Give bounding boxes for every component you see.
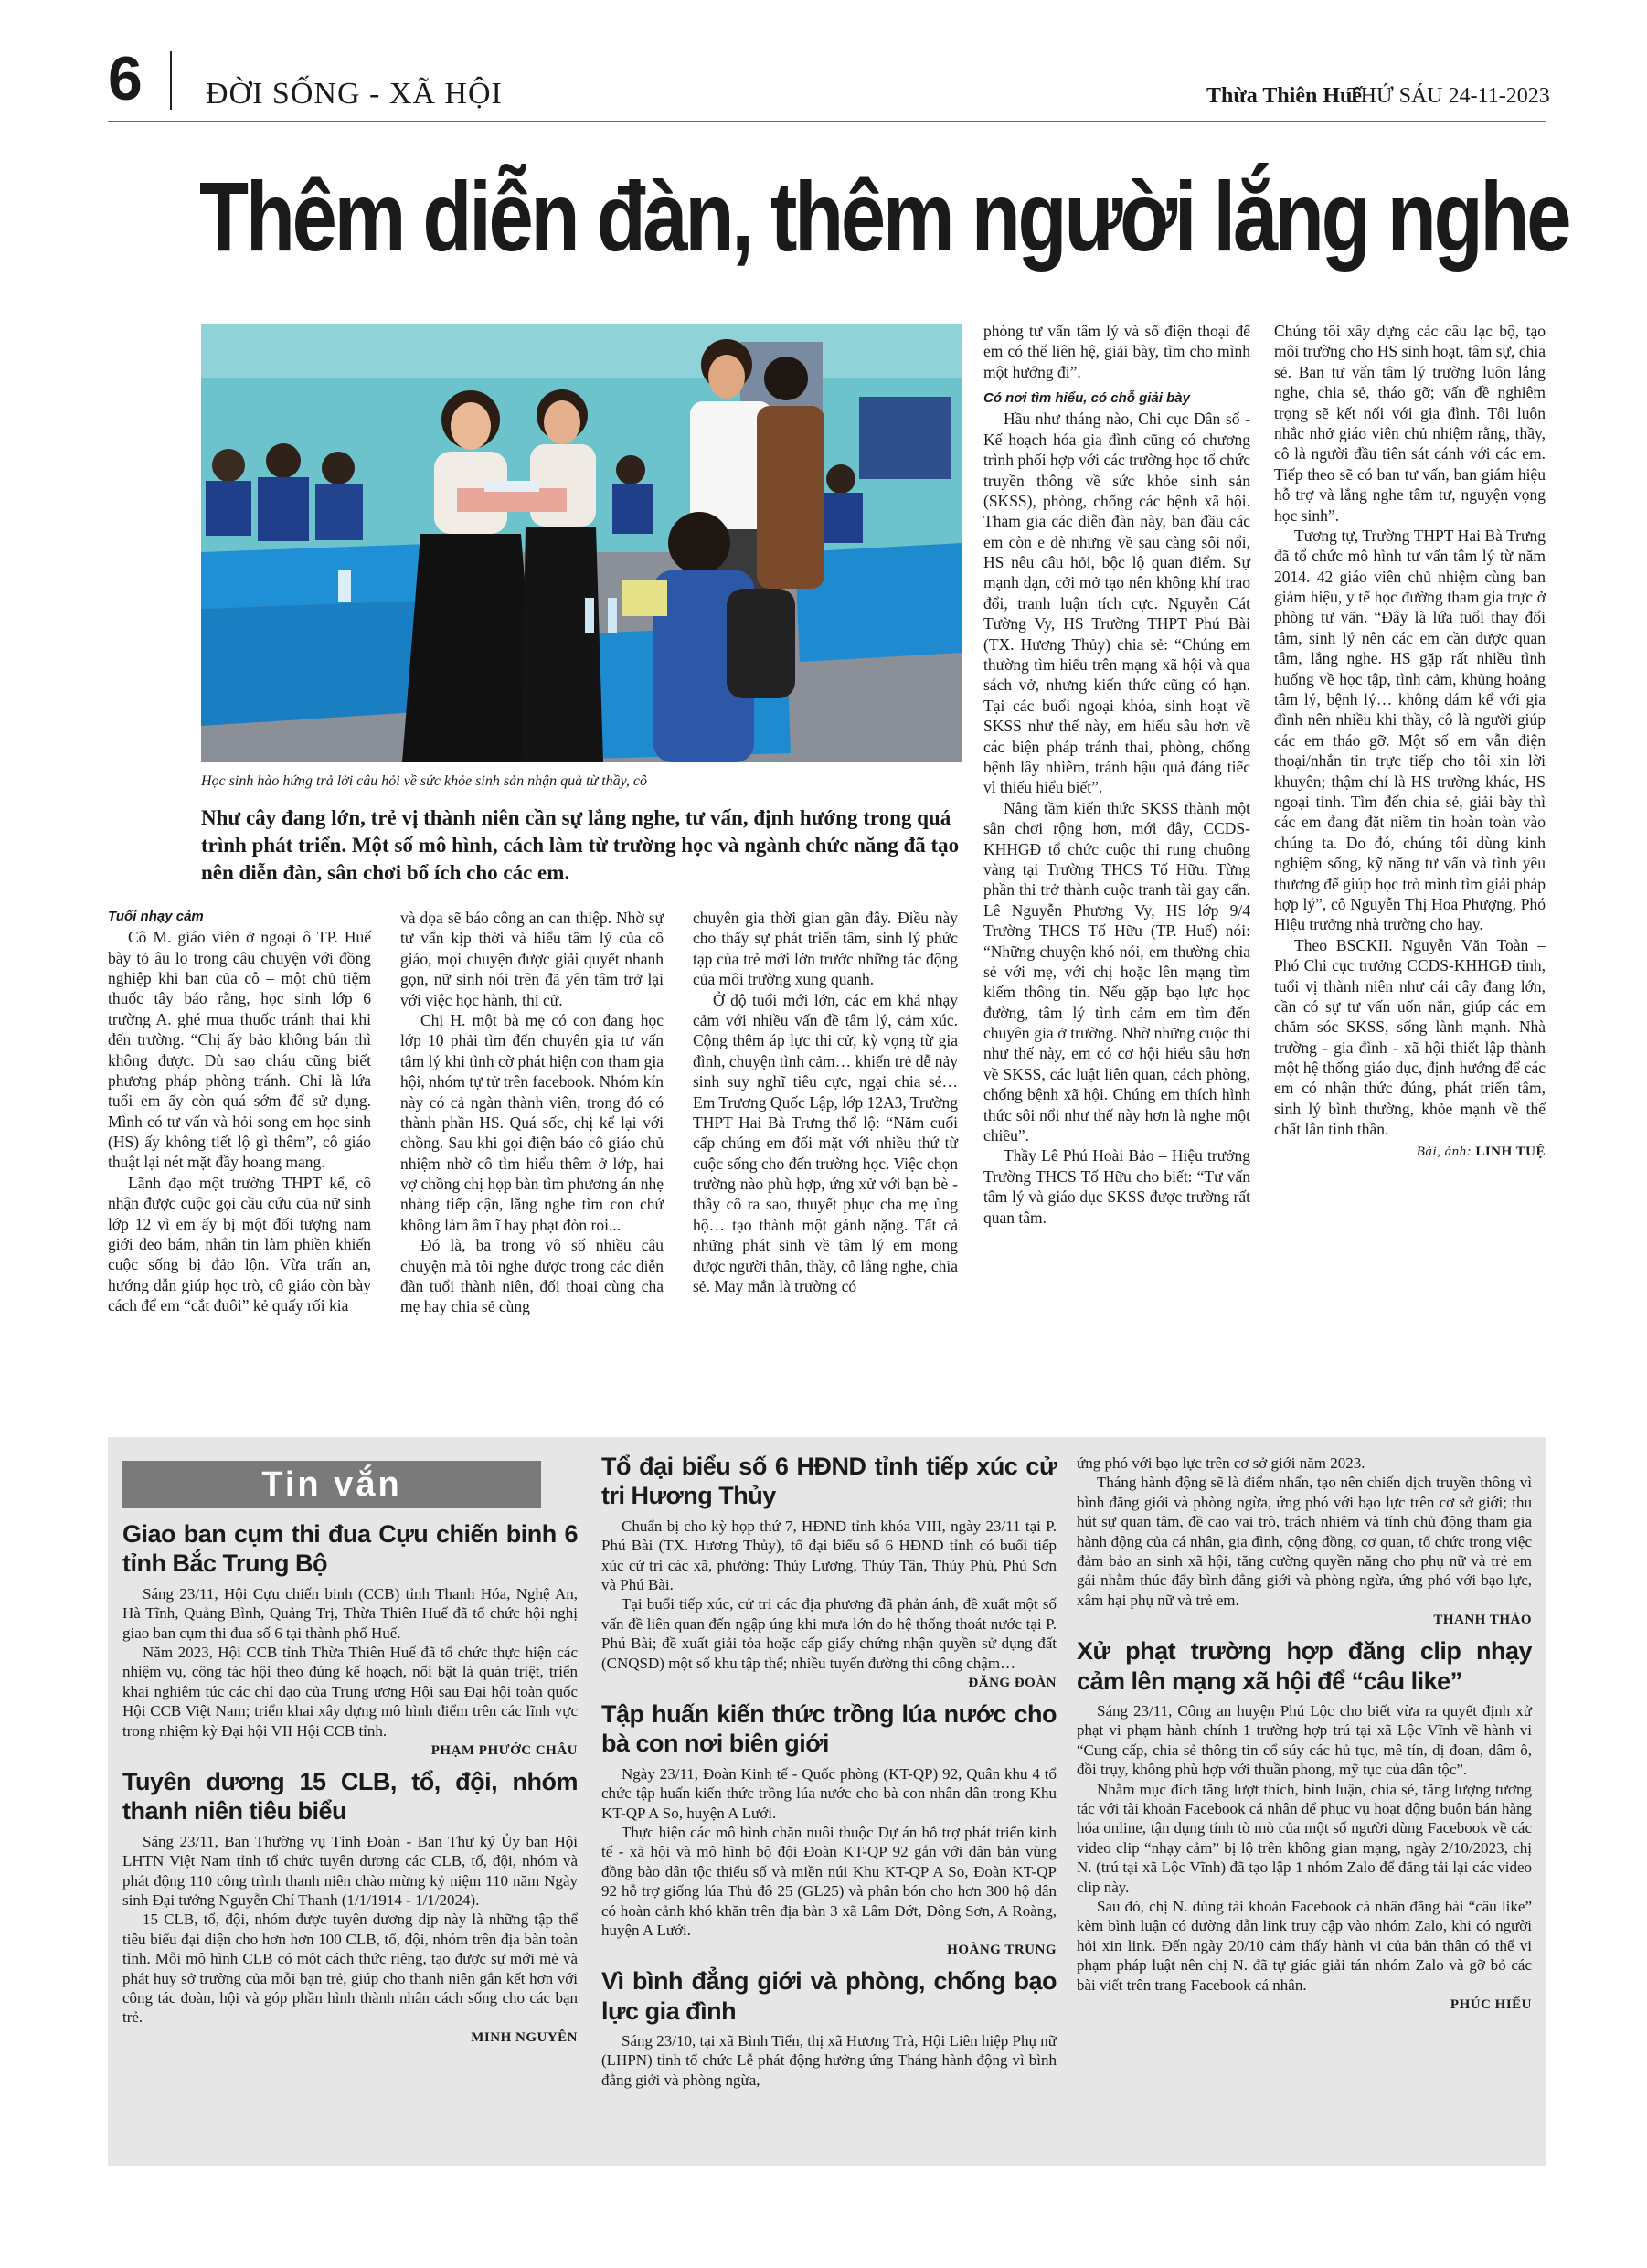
brief-byline: PHẠM PHƯỚC CHÂU: [430, 1743, 578, 1759]
brief-title: Tập huấn kiến thức trồng lúa nước cho bà con nơi biên giới: [601, 1699, 1057, 1758]
briefs-column-1: [122, 1519, 578, 2054]
paragraph: Đó là, ba trong vô số nhiều câu chuyện mà tôi nghe được trong các diễn đàn tuổi thành niên, đối thoại cùng cha mẹ hay chia sẻ cùng: [400, 1236, 664, 1316]
news-briefs-header: [122, 1461, 541, 1508]
paragraph: Tại buổi tiếp xúc, cử tri các địa phương đã phản ánh, đề xuất một số vấn đề liên quan đến ngập úng khi mưa lớn do hệ thống thoát nước tại P. Phú Bài; đề xuất giải tỏa hoặc cấp giấy chứng nhận quyền sử dụng đất (CNQSD) một số khu tập thể; nhiều tuyến đường thi công chậm…: [601, 1595, 1057, 1672]
article-column-5: [1274, 321, 1546, 1161]
brief-byline: HOÀNG TRUNG: [947, 1943, 1057, 1958]
paragraph: Cô M. giáo viên ở ngoại ô TP. Huế bày tỏ âu lo trong câu chuyện với đồng nghiệp khi bạn của cô – một chủ tiệm thuốc tây báo rằng, học sinh lớp 6 trường A. ghé mua thuốc tránh thai khi đến trường. “Chị ấy bảo không bán thì không được. Dù sao cháu cũng biết phương pháp phòng tránh. Chỉ là lứa tuổi em ấy còn quá sớm để sử dụng. Mình có tư vấn và hỏi song em học sinh (HS) ấy không tiết lộ gì thêm”, cô giáo thuật lại nét mặt đầy hoang mang.: [108, 928, 371, 1172]
article-lead: Như cây đang lớn, trẻ vị thành niên cần sự lắng nghe, tư vấn, định hướng trong quá trình phát triển. Một số mô hình, cách làm từ trường học và ngành chức năng đã tạo nên diễn đàn, sân chơi bổ ích cho các em.: [201, 806, 960, 884]
brief-byline: PHÚC HIẾU: [1450, 1997, 1532, 2013]
subheading: Tuổi nhạy cảm: [108, 909, 204, 924]
paragraph: Nâng tầm kiến thức SKSS thành một sân chơi rộng hơn, mới đây, CCDS-KHHGĐ tổ chức cuộc thi rung chuông vàng tại Trường THCS Tố Hữu. Từng phần thi trở thành cuộc tranh tài gay cấn. Lê Nguyễn Phương Vy, HS lớp 9/4 Trường THCS Tố Hữu (TP. Huế) nói: “Những chuyện khó nói, em thường chia sẻ với mẹ, với chị hoặc lên mạng tìm kiếm thông tin. Nếu gặp bạo lực học đường, tâm lý tình cảm em tìm đến chuyên gia ở trường. Nhờ những cuộc thi như thế này, em có cơ hội hiểu sâu hơn về SKSS, các luật liên quan, cách phòng, chống bệnh xã hội. Chúng em thích hình thức sôi nổi như thế này hơn là nghe một chiều”.: [983, 798, 1250, 1145]
header-vertical-divider: [170, 51, 172, 110]
brief-title: Tổ đại biểu số 6 HĐND tỉnh tiếp xúc cử tri Hương Thủy: [601, 1453, 1057, 1510]
paragraph: Chuẩn bị cho kỳ họp thứ 7, HĐND tỉnh khóa VIII, ngày 23/11 tại P. Phú Bài (TX. Hương Thủy), tổ đại biểu số 6 HĐND tỉnh có buổi tiếp xúc cử tri các xã, phường: Thủy Lương, Thủy Tân, Thủy Phù, Phú Sơn và Phú Bài.: [601, 1517, 1057, 1593]
section-name: ĐỜI SỐNG - XÃ HỘI: [206, 77, 503, 111]
paragraph: Ở độ tuổi mới lớn, các em khá nhạy cảm với nhiều vấn đề tâm lý, cảm xúc. Cộng thêm áp lực thi cử, kỳ vọng từ gia đình, chuyện tình cảm… khiến trẻ dễ nảy sinh suy nghĩ tiêu cực, ngại chia sẻ… Em Trương Quốc Lập, lớp 12A3, Trường THPT Hai Bà Trưng thổ lộ: “Năm cuối cấp chúng em đối mặt với nhiều thứ từ cuộc sống cho đến trường học. Việc chọn trường nào phù hợp, ứng xử với bạn bè - thầy cô ra sao, thuyết phục cha mẹ ủng hộ… tạo thành một gánh nặng. Tất cả những phát sinh về tâm lý em mong được người thân, thầy, cô lắng nghe, chia sẻ. May mắn là trường có: [693, 990, 958, 1296]
paragraph: Sáng 23/11, Ban Thường vụ Tỉnh Đoàn - Ban Thư ký Ủy ban Hội LHTN Việt Nam tỉnh tổ chức tuyên dương các CLB, tổ, đội, nhóm và phát động 110 công trình thanh niên chào mừng kỷ niệm 110 năm Ngày sinh Đại tướng Nguyễn Chí Thanh (1/1/1914 - 1/1/2024).: [122, 1832, 578, 1909]
byline-label: Bài, ảnh:: [1416, 1144, 1472, 1159]
article-headline: Thêm diễn đàn, thêm người lắng nghe: [199, 161, 1569, 272]
paragraph: chuyên gia thời gian gần đây. Điều này cho thấy sự phát triển tâm, sinh lý phức tạp của trẻ mới lớn trước những tác động của môi trường xung quanh.: [693, 909, 958, 989]
paragraph: Sáng 23/11, Công an huyện Phú Lộc cho biết vừa ra quyết định xử phạt vi phạm hành chính 1 trường hợp trú tại xã Lộc Vĩnh về hành vi “Cung cấp, chia sẻ thông tin cổ súy các hủ tục, mê tín, dị đoan, dâm ô, đồi trụy, không phù hợp với thuần phong, mỹ tục của dân tộc”.: [1077, 1701, 1532, 1779]
paragraph: Tương tự, Trường THPT Hai Bà Trưng đã tổ chức mô hình tư vấn tâm lý từ năm 2014. 42 giáo viên chủ nhiệm cùng ban giám hiệu, y tế học đường tham gia trực ở phòng tư vấn. “Đây là lứa tuổi thay đổi tâm, sinh lý nên các em cần được quan tâm, lắng nghe. HS gặp rất nhiều tình huống về học tập, tình cảm, khủng hoảng tâm lý, bệnh lý… không dám kể với gia đình nên nhiều khi thầy, cô là người giúp các em tháo gỡ. Một số em vẫn điện thoại/nhắn tin trực tiếp cho tôi xin lời khuyên; thậm chí là HS trường khác, HS ngoại tỉnh. Tìm đến chia sẻ, giải bày thì các em đang đặt niềm tin hoàn toàn vào chúng ta. Do đó, chúng tôi dùng kinh nghiệm sống, kỹ năng tư vấn và tình yêu thương để giúp học trò mình tìm giải pháp hợp lý”, cô Nguyễn Thị Hoa Phượng, Phó Hiệu trưởng nhà trường cho hay.: [1274, 526, 1546, 934]
brief-byline: ĐĂNG ĐOÀN: [968, 1676, 1057, 1691]
header-divider: [108, 121, 1546, 122]
photo-caption: Học sinh hào hứng trả lời câu hỏi về sức khỏe sinh sản nhận quà từ thầy, cô: [201, 773, 647, 789]
paragraph: Hầu như tháng nào, Chi cục Dân số - Kế hoạch hóa gia đình cũng có chương trình phối hợp với các trường học tổ chức truyền thông về sức khỏe sinh sản (SKSS), phòng, chống các bệnh xã hội. Tham gia các diễn đàn này, ban đầu các em còn e dè nhưng về sau càng sôi nổi, HS nêu câu hỏi, bộc lộ quan điểm. Sự mạnh dạn, cởi mở tạo nên không khí trao đổi, tranh luận tích cực. Nguyễn Cát Tường Vy, HS Trường THPT Phú Bài (TX. Hương Thủy) chia sẻ: “Chúng em thường tìm hiểu trên mạng xã hội và qua sách vở, nhưng kiến thức cũng có hạn. Tại các buổi ngoại khóa, sinh hoạt về SKSS như thế này, em hiểu sâu hơn về các biện pháp tránh thai, phòng, chống bệnh lây nhiễm, tránh hậu quả đáng tiếc vì thiếu hiểu biết”.: [983, 410, 1250, 797]
paragraph: phòng tư vấn tâm lý và số điện thoại để em có thể liên hệ, giải bày, tìm cho mình một hướng đi”.: [983, 322, 1250, 381]
paragraph: Chị H. một bà mẹ có con đang học lớp 10 phải tìm đến chuyên gia tư vấn tâm lý khi tình cờ phát hiện con tham gia hội, nhóm tự tử trên facebook. Nhóm kín này có cả ngàn thành viên, trong đó có thành phần HS. Quá sốc, chị kể lại với chồng. Sau khi gọi điện báo cô giáo chủ nhiệm nhờ cô tìm hiểu thêm ở lớp, hai vợ chồng chị họp bàn tìm phương án nhẹ nhàng tiếp cận, lắng nghe tìm con chứ không làm ầm ĩ hay phạt đòn roi...: [400, 1010, 664, 1234]
paragraph: Chúng tôi xây dựng các câu lạc bộ, tạo môi trường cho HS sinh hoạt, tâm sự, chia sẻ. Ban tư vấn tâm lý trường luôn lắng nghe, chia sẻ, tháo gỡ; vấn đề nghiêm trọng sẽ kết nối với gia đình. Tôi luôn nhắc nhở giáo viên chủ nhiệm rằng, thầy, cô là người đầu tiên sát cánh với các em. Tiếp theo sẽ có ban tư vấn, ban giám hiệu hỗ trợ và lắng nghe tâm tư, nguyện vọng học sinh”.: [1274, 322, 1546, 525]
paper-name: Thừa Thiên Huế: [1206, 84, 1363, 108]
paragraph: Sáng 23/10, tại xã Bình Tiến, thị xã Hương Trà, Hội Liên hiệp Phụ nữ (LHPN) tỉnh tổ chức Lễ phát động hưởng ứng Tháng hành động vì bình đẳng giới và phòng ngừa,: [601, 2032, 1057, 2089]
brief-byline: THANH THẢO: [1433, 1613, 1532, 1628]
paragraph: Năm 2023, Hội CCB tỉnh Thừa Thiên Huế đã tổ chức thực hiện các nhiệm vụ, công tác hội theo đúng kế hoạch, nổi bật là quán triệt, triển khai nghiêm túc các chỉ đạo của Trung ương Hội sau Đại hội toàn quốc Hội CCB Việt Nam; triển khai xây dựng mô hình điểm trên các lĩnh vực trong nhiệm kỳ Đại hội VII Hội CCB tỉnh.: [122, 1644, 578, 1740]
article-column-4: [983, 321, 1250, 1228]
paragraph: Sau đó, chị N. dùng tài khoản Facebook cá nhân đăng bài “câu like” kèm bình luận có đường dẫn link truy cập vào nhóm Zalo, khi có người hỏi xin link. Đến ngày 20/10 cảm thấy hành vi của bản thân có thể vi phạm pháp luật nên chị N. đã tự giác giải tán nhóm Zalo và gỡ bỏ các bài viết trên trang Facebook cá nhân.: [1077, 1897, 1532, 1994]
paragraph: 15 CLB, tổ, đội, nhóm được tuyên dương dịp này là những tập thể tiêu biểu đại diện cho hơn hơn 100 CLB, tổ, đội, nhóm trên địa bàn toàn tỉnh. Mỗi mô hình CLB có một cách thức riêng, tạo được sự mới mẻ và phát huy sở trường của mỗi bạn trẻ, giúp cho thanh niên gắn kết hơn với công tác đoàn, hội và góp phần hình thành nhân cách sống cho các bạn trẻ.: [122, 1911, 578, 2027]
paragraph: ứng phó với bạo lực trên cơ sở giới năm 2023.: [1077, 1454, 1365, 1472]
briefs-column-3: [1077, 1453, 1532, 2021]
brief-title: Xử phạt trường hợp đăng clip nhạy cảm lên mạng xã hội để “câu like”: [1077, 1637, 1532, 1695]
article-column-1: [108, 908, 371, 1316]
brief-title: Tuyên dương 15 CLB, tổ, đội, nhóm thanh niên tiêu biểu: [122, 1767, 578, 1826]
photo-scene: [201, 324, 962, 762]
paragraph: Thầy Lê Phú Hoài Bảo – Hiệu trưởng Trường THCS Tố Hữu cho biết: “Tư vấn tâm lý và giáo dục SKSS được trường rất quan tâm.: [983, 1146, 1250, 1227]
paragraph: Sáng 23/11, Hội Cựu chiến binh (CCB) tỉnh Thanh Hóa, Nghệ An, Hà Tĩnh, Quảng Bình, Quảng Trị, Thừa Thiên Huế đã tổ chức hội nghị giao ban cụm thi đua số 6 tại thành phố Huế.: [122, 1584, 578, 1642]
brief-byline: MINH NGUYÊN: [471, 2029, 578, 2045]
subheading: Có nơi tìm hiểu, có chỗ giải bày: [983, 390, 1190, 407]
paragraph: và dọa sẽ báo công an can thiệp. Nhờ sự tư vấn kịp thời và hiểu tâm lý của cô giáo, mọi chuyện được giải quyết nhanh gọn, nữ sinh nói trên đã yên tâm trở lại với việc học hành, thi cử.: [400, 909, 664, 1009]
issue-date: THỨ SÁU 24-11-2023: [1347, 84, 1550, 108]
article-photo: [201, 324, 962, 762]
paragraph: Ngày 23/11, Đoàn Kinh tế - Quốc phòng (KT-QP) 92, Quân khu 4 tổ chức tập huấn kiến thức trồng lúa nước cho bà con nhân dân trong Khu KT-QP A So, huyện A Lưới.: [601, 1764, 1057, 1822]
article-byline: [1274, 1144, 1546, 1161]
article-column-2: [400, 908, 664, 1317]
article-column-3: [693, 908, 958, 1296]
briefs-column-2: [601, 1452, 1057, 2090]
brief-title: Vì bình đẳng giới và phòng, chống bạo lực gia đình: [601, 1967, 1057, 2025]
byline-author: LINH TUỆ: [1475, 1144, 1546, 1159]
paragraph: Tháng hành động sẽ là điểm nhấn, tạo nên chiến dịch truyền thông vì bình đẳng giới và phòng ngừa, ứng phó với bạo lực trên cơ sở giới; thu hút sự quan tâm, đề cao vai trò, trách nhiệm và tính chủ động tham gia hành động của cá nhân, gia đình, cộng đồng, cơ quan, tổ chức trong việc đảm bảo an sinh xã hội, tăng cường quyền năng cho phụ nữ và trẻ em gái nhằm thúc đẩy bình đẳng giới và phòng ngừa, ứng phó với bạo lực, xâm hại phụ nữ và trẻ em.: [1077, 1474, 1532, 1609]
paragraph: Theo BSCKII. Nguyễn Văn Toàn – Phó Chi cục trưởng CCDS-KHHGĐ tỉnh, tuổi vị thành niên như cái cây đang lớn, cần có sự tư vấn uốn nắn, giúp các em chăm sóc SKSS, sống lành mạnh. Nhà trường - gia đình - xã hội thiết lập thành một hệ thống giáo dục, định hướng để các em có nhận thức đúng, phát triển tâm, sinh lý bình thường, khỏe mạnh về thể chất lẫn tinh thần.: [1274, 935, 1546, 1139]
page-number: 6: [108, 44, 143, 113]
news-briefs-title: Tin vắn: [261, 1465, 402, 1504]
paragraph: Thực hiện các mô hình chăn nuôi thuộc Dự án hỗ trợ phát triển kinh tế - xã hội và mô hình bộ đội Đoàn KT-QP 92 gắn với dân bản vùng đồng bào dân tộc thiểu số và miền núi Khu KT-QP A So, Đoàn KT-QP 92 hỗ trợ giống lúa Thủ đô 25 (GL25) và phân bón cho hơn 300 hộ dân có hoàn cảnh khó khăn trên địa bàn 3 xã Lâm Đớt, Đông Sơn, A Roàng, huyện A Lưới.: [601, 1823, 1057, 1939]
brief-title: Giao ban cụm thi đua Cựu chiến binh 6 tỉnh Bắc Trung Bộ: [122, 1520, 578, 1578]
paragraph: Lãnh đạo một trường THPT kể, cô nhận được cuộc gọi cầu cứu của nữ sinh lớp 12 vì em ấy bị một đối tượng nam giới đeo bám, nhắn tin làm phiền khiến cuộc sống bị đảo lộn. Vừa trấn an, hướng dẫn giúp học trò, cô giáo còn bày cách để em “cắt đuôi” kẻ quấy rối kia: [108, 1173, 371, 1315]
paragraph: Nhằm mục đích tăng lượt thích, bình luận, chia sẻ, tăng lượng tương tác với tài khoản Facebook cá nhân để phục vụ hoạt động buôn bán hàng hóa online, tận dụng tính tò mò của một số người dùng Facebook về các video clip “nhạy cảm” bị lộ trên không gian mạng, ngày 2/10/2023, chị N. (trú tại xã Lộc Vĩnh) đã tạo lập 1 nhóm Zalo để đăng tải lại các video clip này.: [1077, 1780, 1532, 1896]
